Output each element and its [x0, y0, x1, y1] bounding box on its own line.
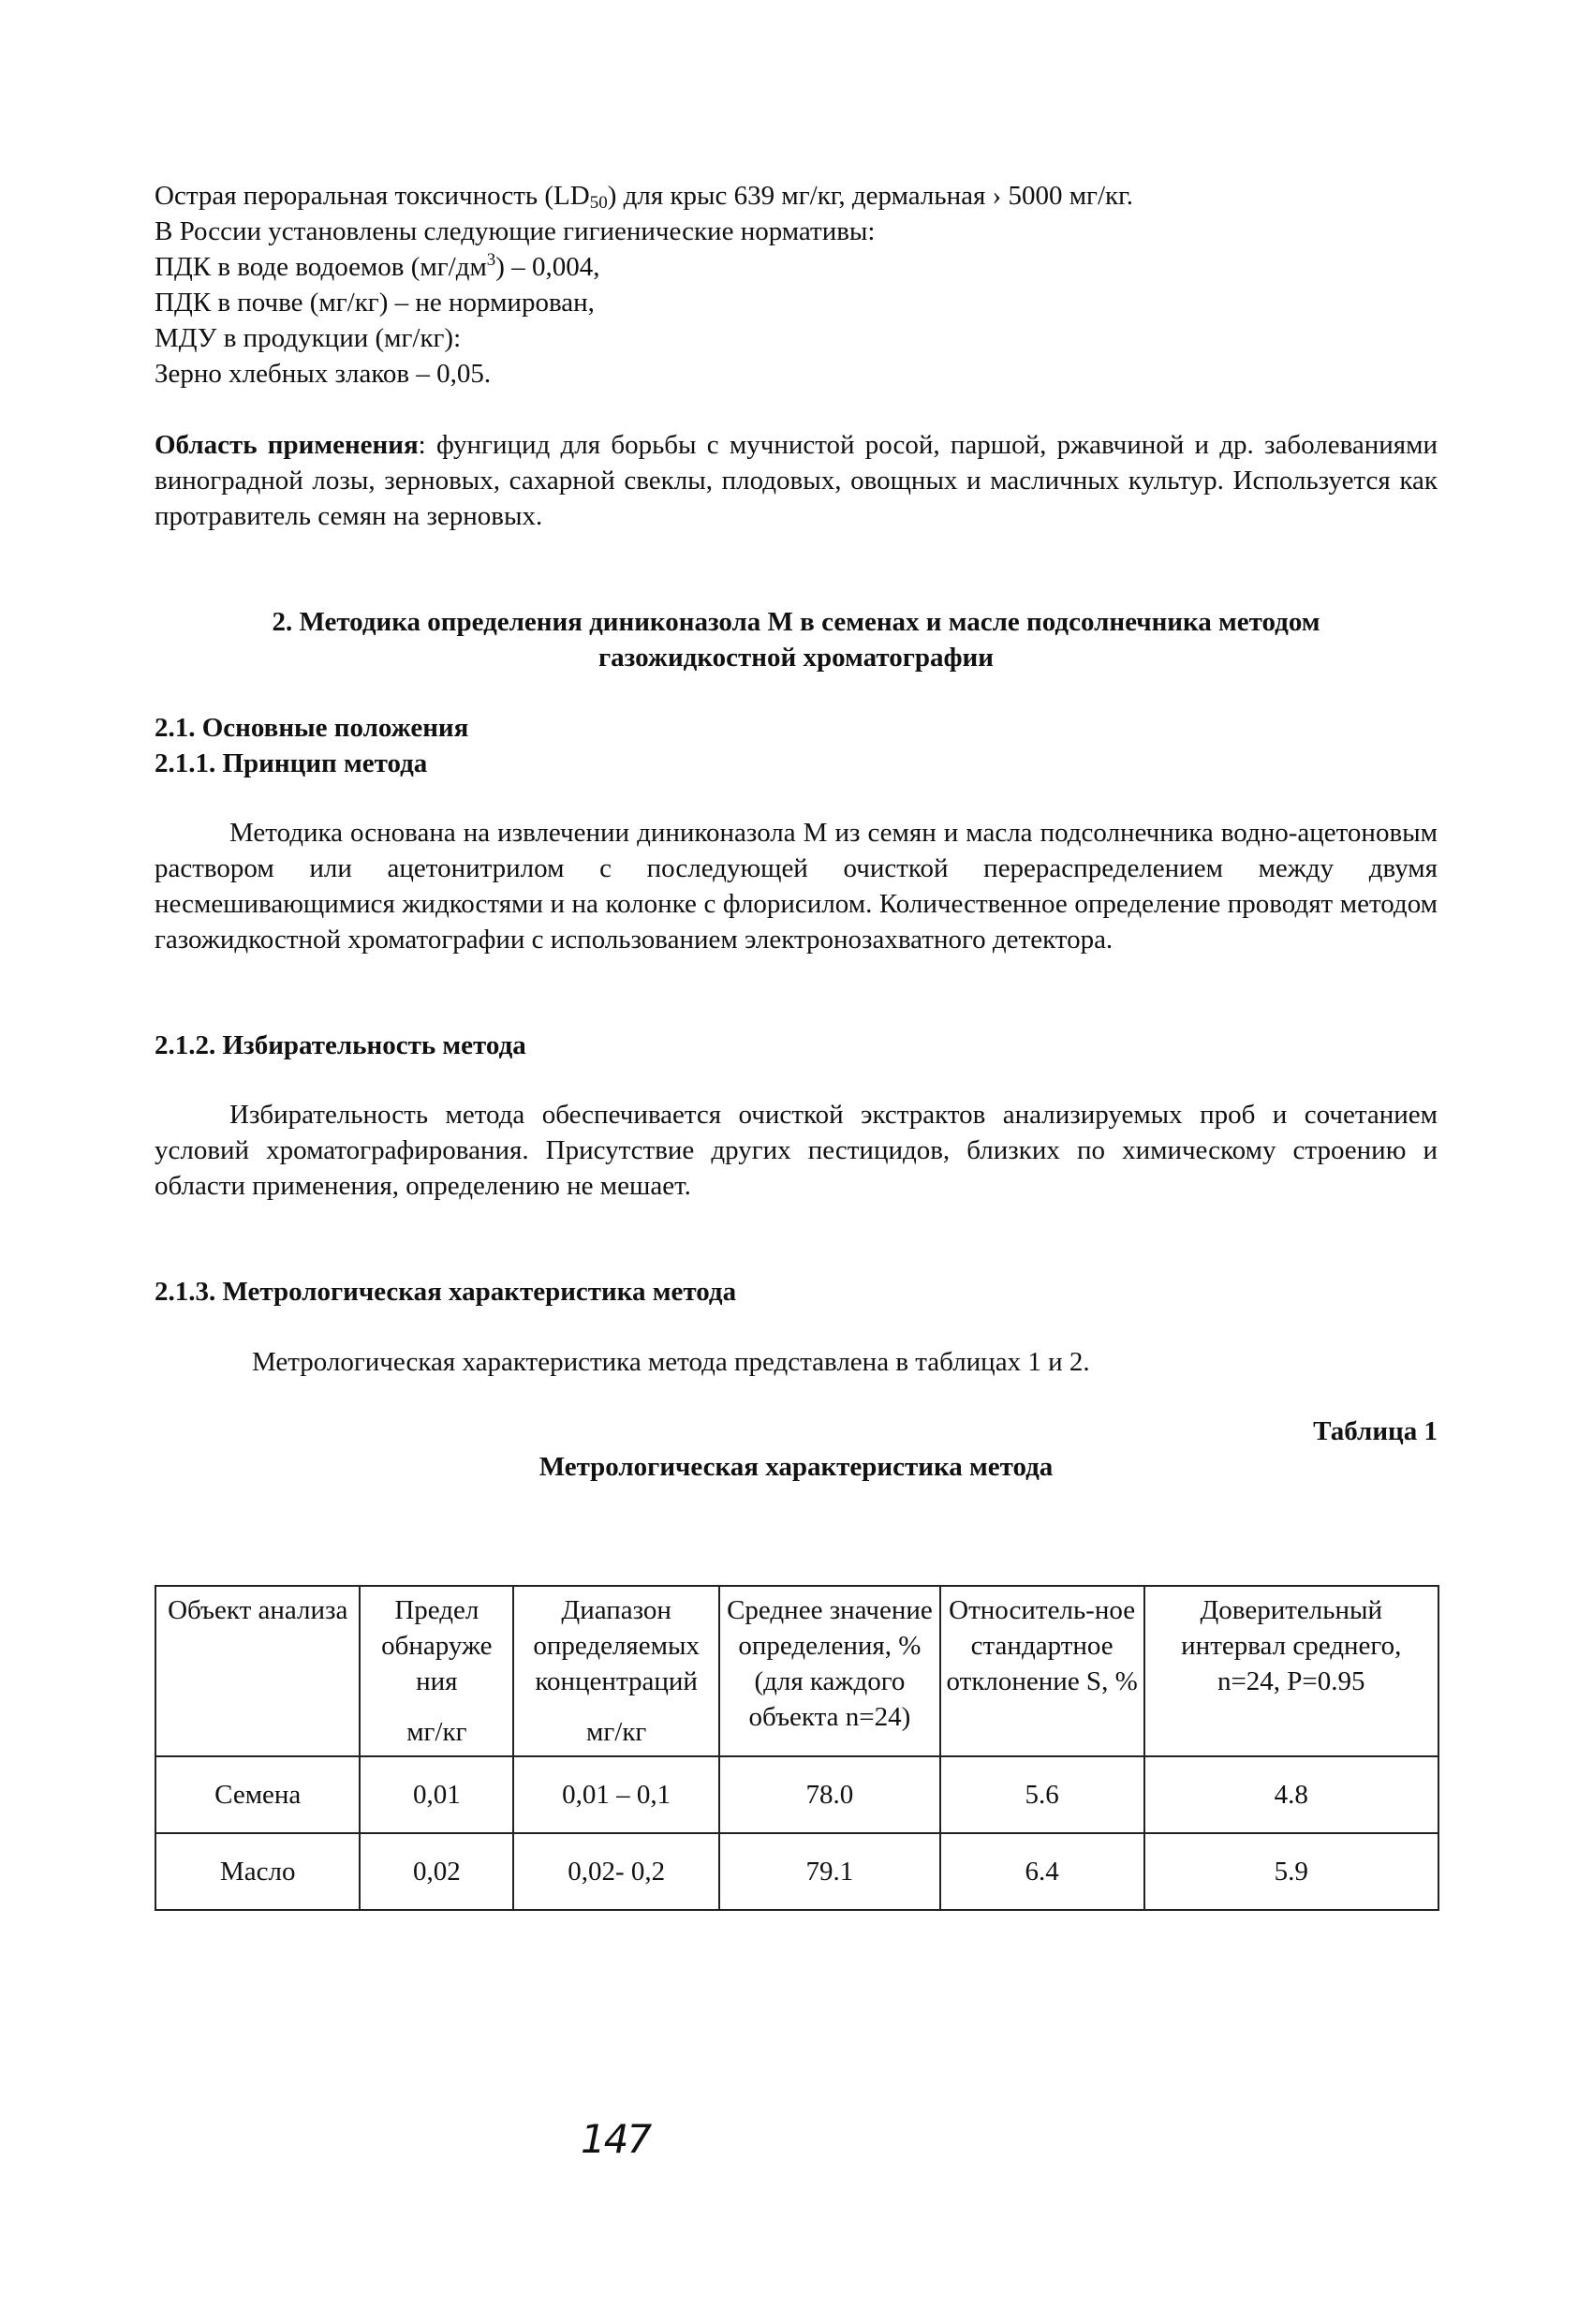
- intro-block: [155, 178, 1438, 392]
- header-text: Диапазон определяемых концентраций: [533, 1595, 700, 1696]
- table-row: [155, 1756, 1438, 1833]
- application-paragraph: [155, 427, 1438, 534]
- table-title: Метрологическая характеристика метода: [538, 1452, 1054, 1482]
- pdk-water-text: ПДК в воде водоемов (мг/дм: [155, 252, 487, 282]
- header-text: Доверительный интервал среднего, n=24, P=0.95: [1181, 1595, 1402, 1696]
- section-2-1-heading: 2.1. Основные положения: [155, 713, 469, 743]
- metrology-table: [155, 1585, 1439, 1911]
- table-cell: Семена: [155, 1756, 360, 1833]
- header-text: Относитель-ное стандартное отклонение S, %: [946, 1595, 1138, 1696]
- header-rsd: [940, 1586, 1144, 1756]
- page-number: 147: [581, 2116, 651, 2162]
- table-cell: 5.9: [1144, 1833, 1439, 1910]
- section-2-1-3-text: Метрологическая характеристика метода представлена в таблицах 1 и 2.: [252, 1347, 1090, 1377]
- table-cell: 5.6: [940, 1756, 1144, 1833]
- application-text: : фунгицид для борьбы с мучнистой росой, паршой, ржавчиной и др. заболеваниями виноградной лозы, зерновых, сахарной свеклы, плодовых, овощных и масличных культур. Используется как протравитель семян на зерновых.: [155, 430, 1438, 531]
- header-mean: [719, 1586, 940, 1756]
- grain-line: Зерно хлебных злаков – 0,05.: [155, 359, 492, 389]
- header-text: Среднее значение определения, % (для каждого объекта n=24): [727, 1595, 933, 1732]
- table-cell: Масло: [155, 1833, 360, 1910]
- header-object: [155, 1586, 360, 1756]
- table-cell: 0,02- 0,2: [513, 1833, 719, 1910]
- table-cell: 0,01 – 0,1: [513, 1756, 719, 1833]
- header-unit: мг/кг: [586, 1717, 647, 1747]
- table-row: [155, 1833, 1438, 1910]
- section-2-heading: 2. Методика определения диниконазола М в семенах и масле подсолнечника методом газожидкостной хроматографии: [272, 607, 1320, 673]
- header-text: Объект анализа: [168, 1595, 348, 1625]
- header-range: [513, 1586, 719, 1756]
- norms-intro: В России установлены следующие гигиенические нормативы:: [155, 216, 876, 246]
- header-text: Предел обнаруже ния: [381, 1595, 493, 1696]
- header-detection-limit: [360, 1586, 513, 1756]
- table-cell: 4.8: [1144, 1756, 1439, 1833]
- toxicity-text: Острая пероральная токсичность (LD: [155, 181, 590, 211]
- table-cell: 0,01: [360, 1756, 513, 1833]
- table-cell: 0,02: [360, 1833, 513, 1910]
- ld-subscript: 50: [589, 193, 608, 213]
- cube-superscript: 3: [486, 250, 496, 270]
- pdk-water: [155, 249, 1438, 285]
- header-unit: мг/кг: [406, 1717, 467, 1747]
- mdu-line: МДУ в продукции (мг/кг):: [155, 323, 462, 353]
- pdk-soil: ПДК в почве (мг/кг) – не нормирован,: [155, 288, 595, 318]
- table-label: Таблица 1: [1313, 1416, 1438, 1446]
- header-confidence: [1144, 1586, 1439, 1756]
- table-cell: 79.1: [719, 1833, 940, 1910]
- pdk-water-value: ) – 0,004,: [495, 252, 600, 282]
- section-2-1-2-heading: 2.1.2. Избирательность метода: [155, 1030, 526, 1060]
- section-2-1-1-text: Методика основана на извлечении диниконазола М из семян и масла подсолнечника водно-ацетоновым раствором или ацетонитрилом с последующей очисткой перераспределением между двумя несмешивающимися жидкостями и на колонке с флорисилом. Количественное определение проводят методом газожидкостной хроматографии с использованием электронозахватного детектора.: [155, 818, 1438, 955]
- section-2-1-1-heading: 2.1.1. Принцип метода: [155, 748, 428, 778]
- application-label: Область применения: [155, 430, 419, 460]
- toxicity-line: [155, 178, 1438, 214]
- table-cell: 78.0: [719, 1756, 940, 1833]
- section-2-1-2-text: Избирательность метода обеспечивается очисткой экстрактов анализируемых проб и сочетанием условий хроматографирования. Присутствие других пестицидов, близких по химическому строению и области применения, определению не мешает.: [155, 1100, 1438, 1201]
- table-cell: 6.4: [940, 1833, 1144, 1910]
- section-2-1-3-heading: 2.1.3. Метрологическая характеристика метода: [155, 1277, 737, 1307]
- toxicity-text-2: ) для крыс 639 мг/кг, дермальная › 5000 мг/кг.: [607, 181, 1133, 211]
- page-content: [155, 178, 1438, 1485]
- table-header-row: [155, 1586, 1438, 1756]
